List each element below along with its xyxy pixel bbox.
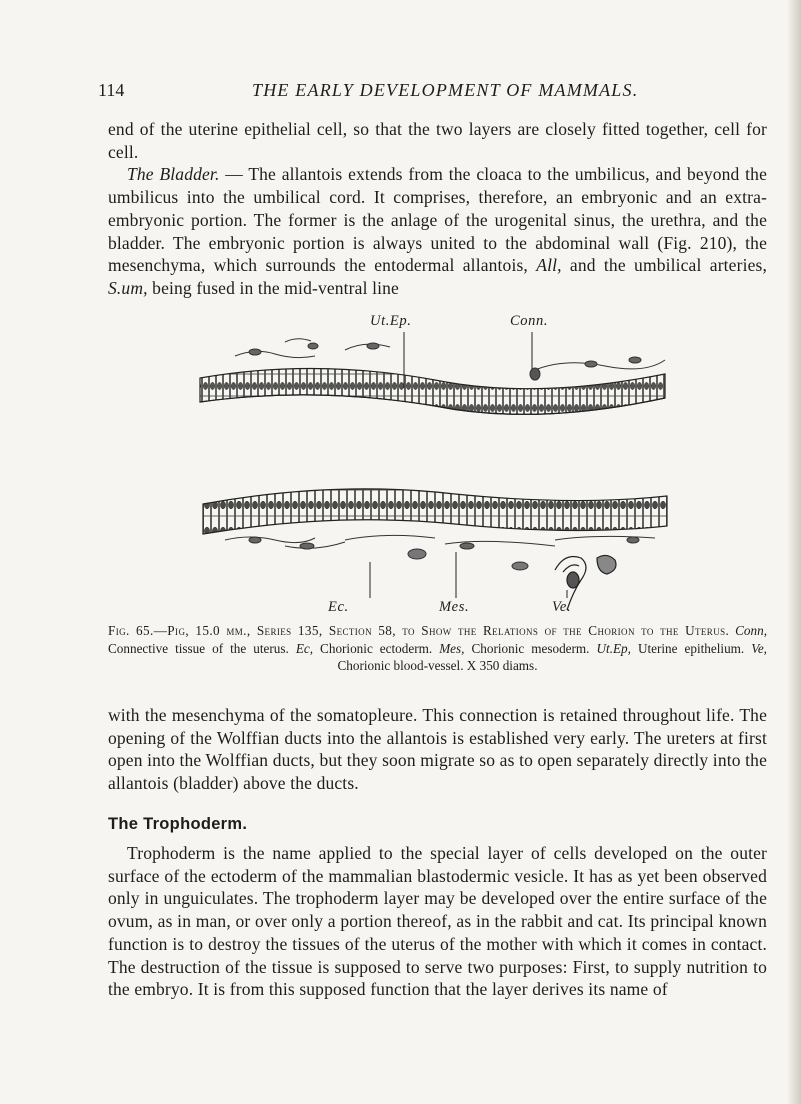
figure-65 bbox=[195, 308, 675, 620]
paragraph-3: Trophoderm is the name applied to the special layer of cells developed on the outer surface of the ectoderm of the mammalian blastodermic vesicle. It has as yet been observed only in unguiculates. The trophoderm layer may be developed over the entire surface of the ovum, as in man, or over only a portion thereof, as in the rabbit and cat. Its principal known function is to destroy the tissues of the uterus of the mother with which it comes in contact. The destruction of the tissue is supposed to serve two purposes: First, to supply nutrition to the embryo. It is from this supposed function that the layer derives its name of bbox=[108, 843, 767, 1000]
caption-utep-abbr: Ut.Ep, bbox=[596, 640, 631, 656]
abbr-sum: S.um, bbox=[108, 277, 148, 298]
caption-ve-abbr: Ve, bbox=[751, 640, 767, 656]
label-ec: Ec. bbox=[328, 599, 349, 615]
paragraph-1-lead: end of the uterine epithelial cell, so that the two layers are closely fitted together, cell for cell. bbox=[108, 119, 767, 162]
figure-caption bbox=[108, 622, 767, 675]
section-heading-trophoderm: The Trophoderm. bbox=[108, 815, 248, 833]
paragraph-2: with the mesenchyma of the somatopleure. This connection is retained throughout life. The opening of the Wolffian ducts into the allantois is established very early. The ureters at first open into the Wolffian ducts, but they soon migrate so as to open separately directly into the allantois (bladder) above the ducts. bbox=[108, 705, 767, 794]
caption-title: —Pig, 15.0 mm., Series 135, Section 58, to Show the Relations of the Chorion to the Uterus. bbox=[153, 623, 730, 638]
bladder-subhead: The Bladder. bbox=[127, 164, 220, 185]
caption-ve-text: Chorionic blood-vessel. X 350 diams. bbox=[337, 658, 538, 674]
abbr-all: All, bbox=[536, 255, 562, 276]
uterine-epithelium-band bbox=[200, 368, 665, 414]
chorionic-mesoderm bbox=[225, 535, 655, 570]
label-conn: Conn. bbox=[510, 313, 549, 329]
label-mes: Mes. bbox=[439, 599, 470, 615]
label-ve: Ve. bbox=[552, 599, 572, 615]
chorionic-ectoderm-band bbox=[203, 489, 667, 534]
paragraph-1-body-c: being fused in the mid-ventral line bbox=[147, 277, 399, 298]
label-ut-ep: Ut.Ep. bbox=[370, 313, 412, 329]
paragraph-1-body-b: and the umbilical arteries, bbox=[561, 255, 767, 276]
running-title: THE EARLY DEVELOPMENT OF MAMMALS. bbox=[252, 80, 639, 100]
paragraph-1-body-a: The allantois extends from the cloaca to the umbilicus, and beyond the umbilicus into the umbilical cord. It comprises, therefore, an embryonic and an extra-embryonic portion. The former is the anlage of the urogenital sinus, the urethra, and the bladder. The embryonic portion is always united to the abdominal wall (Fig. 210), the mesenchyma, which surrounds the entodermal allantois, bbox=[108, 164, 767, 276]
page-edge-shadow bbox=[787, 0, 801, 1104]
caption-ec-text: Chorionic ectoderm. bbox=[313, 640, 440, 656]
caption-conn-text: Connective tissue of the uterus. bbox=[108, 640, 296, 656]
caption-fig-no: Fig. 65. bbox=[108, 623, 154, 638]
subhead-dash: — bbox=[219, 164, 249, 185]
caption-utep-text: Uterine epithelium. bbox=[630, 640, 752, 656]
paragraph-1 bbox=[108, 118, 767, 300]
page-number: 114 bbox=[98, 80, 125, 100]
histology-drawing bbox=[195, 308, 675, 620]
caption-mes-abbr: Mes, bbox=[439, 640, 465, 656]
caption-mes-text: Chorionic mesoderm. bbox=[464, 640, 597, 656]
caption-conn-abbr: Conn, bbox=[735, 623, 767, 638]
page-header bbox=[98, 80, 788, 106]
caption-ec-abbr: Ec, bbox=[295, 640, 314, 656]
